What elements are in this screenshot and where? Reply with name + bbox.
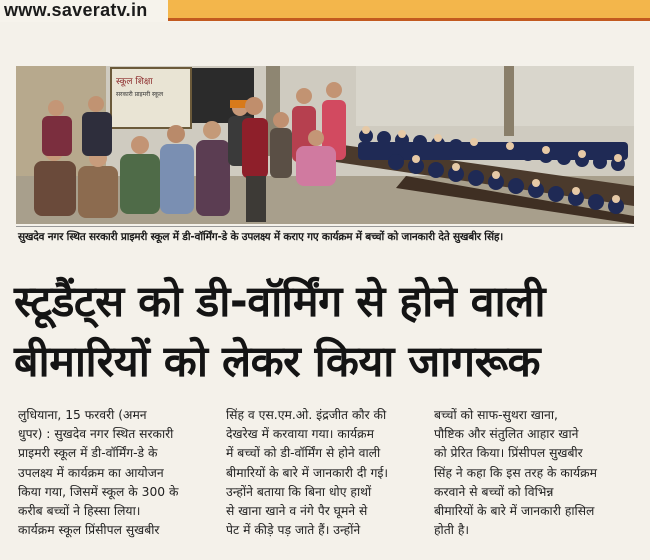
news-photo	[16, 66, 634, 224]
article-line: सिंह ने कहा कि इस तरह के कार्यक्रम	[434, 465, 597, 480]
article-line: उपलक्ष्य में कार्यक्रम का आयोजन	[18, 465, 164, 480]
article-line: किया गया, जिसमें स्कूल के 300 के	[18, 484, 179, 499]
article-line: में बच्चों को डी-वॉर्मिंग से होने वाली	[226, 446, 381, 461]
article-line: से खाना खाने व नंगे पैर घूमने से	[226, 504, 368, 519]
caption-rule	[16, 226, 634, 227]
article-line: करवाने से बच्चों को विभिन्न	[434, 484, 554, 499]
article-line: को प्रेरित किया। प्रिंसीपल सुखबीर	[434, 446, 583, 461]
article-column-1	[18, 406, 214, 540]
article-line: पौष्टिक और संतुलित आहार खाने	[434, 427, 579, 442]
article-line: होती है।	[434, 523, 470, 538]
board-text: स्कूल शिक्षा सरकारी प्राइमरी स्कूल	[116, 77, 164, 98]
header-rule	[168, 18, 650, 21]
article-line: उन्होंने बताया कि बिना धोए हाथों	[226, 484, 372, 499]
article-column-3	[434, 406, 630, 540]
article-line: लुधियाना, 15 फरवरी (अमन	[18, 408, 147, 422]
article-line: प्राइमरी स्कूल में डी-वॉर्मिंग-डे के	[18, 446, 158, 461]
article-column-2	[226, 406, 422, 540]
article-line: सिंह व एस.एम.ओ. इंद्रजीत कौर की	[226, 408, 387, 422]
headline-line-2: बीमारियों को लेकर किया जागरूक	[14, 337, 541, 387]
article-line: धुपर) : सुखदेव नगर स्थित सरकारी	[18, 427, 174, 442]
site-header	[0, 0, 650, 22]
article-line: करीब बच्चों ने हिस्सा लिया।	[18, 504, 141, 519]
article-line: कार्यक्रम स्कूल प्रिंसीपल सुखबीर	[18, 523, 160, 538]
article-line: देखरेख में करवाया गया। कार्यक्रम	[226, 427, 374, 442]
header-color-band	[168, 0, 650, 18]
article-line: बच्चों को साफ-सुथरा खाना,	[434, 408, 558, 422]
article-line: बीमारियों के बारे में जानकारी दी गई।	[226, 465, 389, 480]
headline-line-1: स्टूडैंट्स को डी-वॉर्मिंग से होने वाली	[14, 277, 545, 327]
site-url: www.saveratv.in	[4, 0, 148, 20]
article-line: पेट में कीड़े पड़ जाते हैं। उन्होंने	[226, 523, 361, 538]
photo-caption: सुखदेव नगर स्थित सरकारी प्राइमरी स्कूल में डी-वॉर्मिंग-डे के उपलक्ष्य में कराए गए कार्यक्रम में बच्चों को जानकारी देते सुखबीर सिंह।	[18, 231, 504, 243]
article-line: बीमारियों के बारे में जानकारी हासिल	[434, 504, 595, 519]
